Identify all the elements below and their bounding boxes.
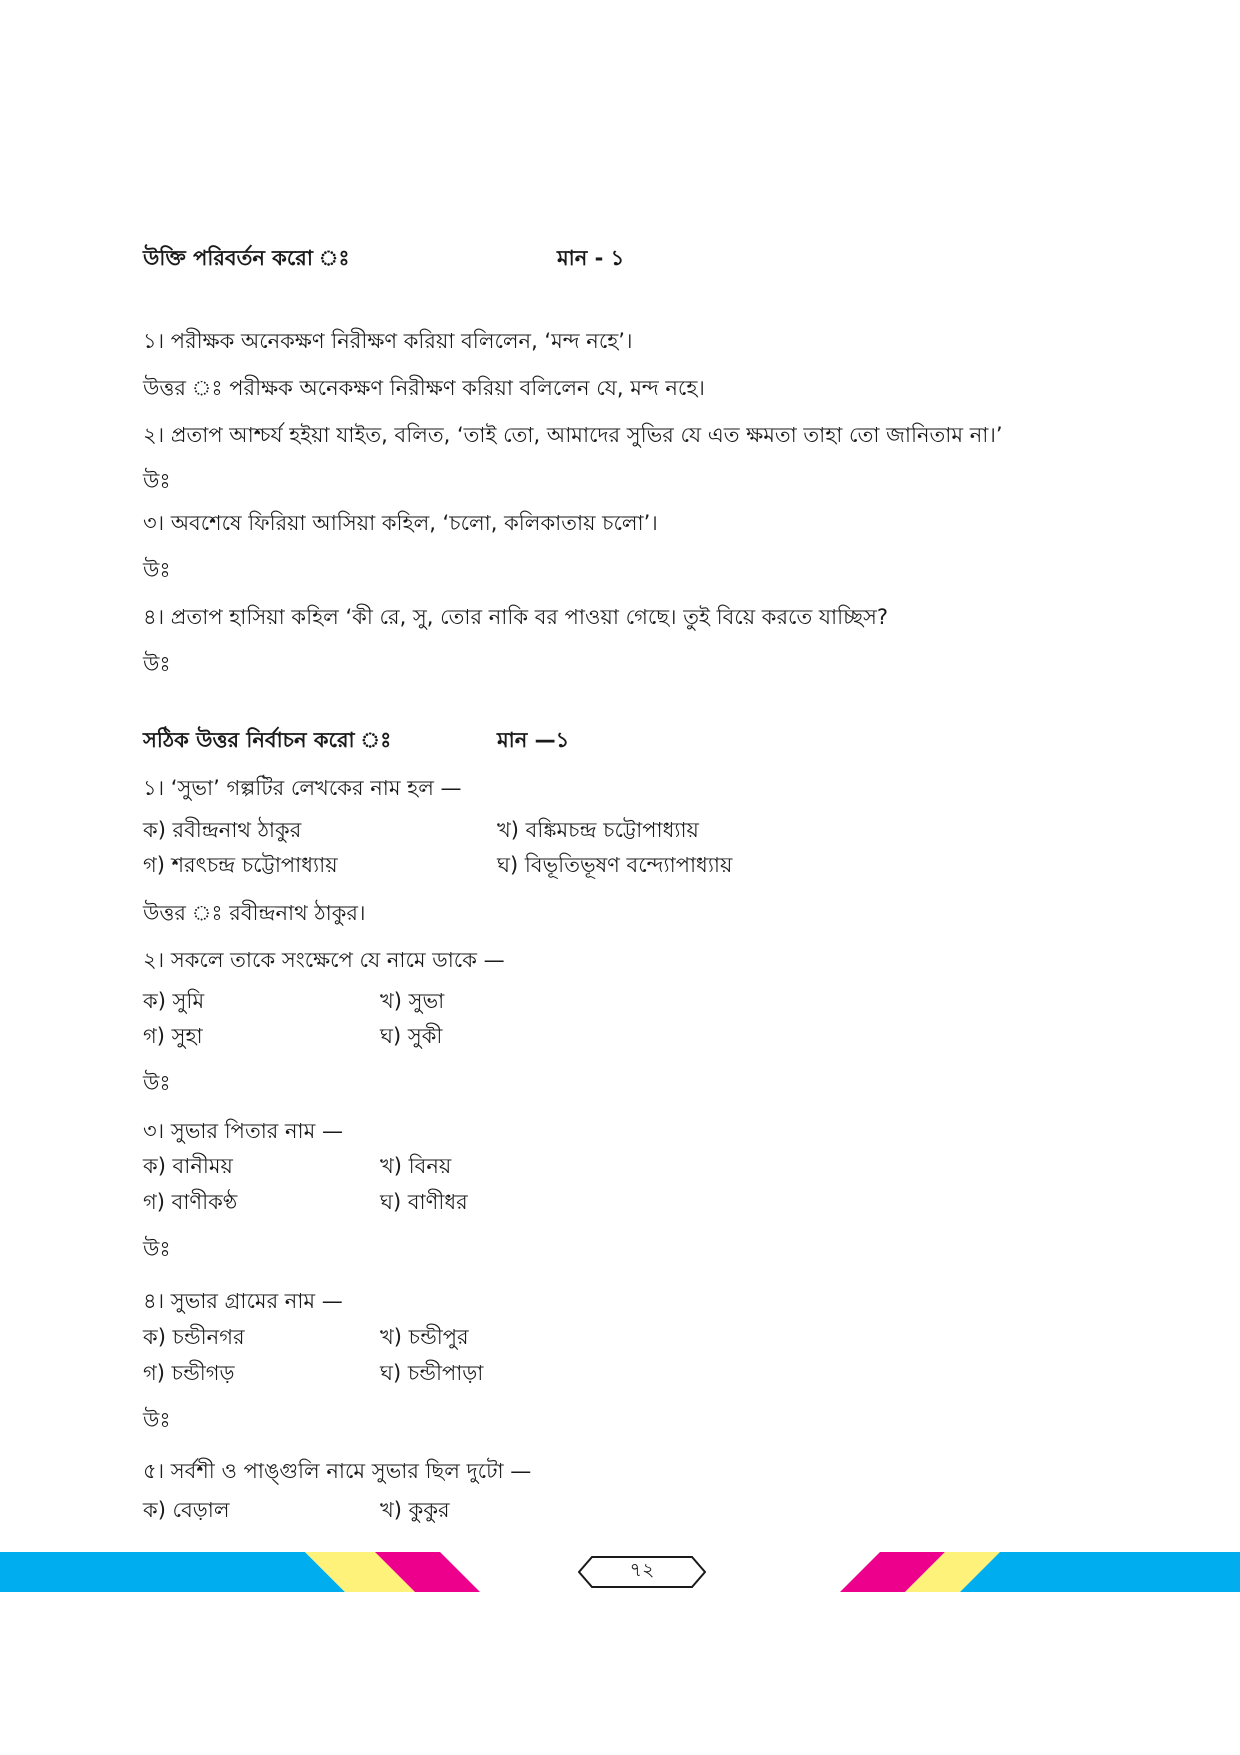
s1-answer-3: উঃ — [143, 558, 171, 582]
s2-question-4: ৪। সুভার গ্রামের নাম — — [143, 1289, 343, 1313]
s1-question-2: ২। প্রতাপ আশ্চর্য হইয়া যাইত, বলিত, ‘তাই তো, আমাদের সুভির যে এত ক্ষমতা তাহা তো জানিতাম না।’ — [143, 423, 1003, 447]
s2-answer-1: উত্তর ঃ রবীন্দ্রনাথ ঠাকুর। — [143, 901, 366, 925]
footer-stripe-cyan-right — [960, 1552, 1240, 1592]
s2-q4-option-ka: ক) চন্ডীনগর — [143, 1325, 245, 1349]
s2-answer-4: উঃ — [143, 1408, 171, 1432]
page-number-badge — [578, 1556, 706, 1588]
s1-answer-4: উঃ — [143, 652, 171, 676]
s2-q4-option-kha: খ) চন্ডীপুর — [380, 1325, 469, 1349]
page-number: ৭২ — [629, 1559, 655, 1581]
s2-q1-option-gha: ঘ) বিভূতিভূষণ বন্দ্যোপাধ্যায় — [497, 853, 733, 877]
s2-q5-option-kha: খ) কুকুর — [380, 1498, 450, 1522]
s1-question-1: ১। পরীক্ষক অনেকক্ষণ নিরীক্ষণ করিয়া বলিলেন, ‘মন্দ নহে’। — [143, 329, 633, 353]
s2-q4-option-gha: ঘ) চন্ডীপাড়া — [380, 1361, 484, 1385]
s2-q2-option-ka: ক) সুমি — [143, 989, 205, 1013]
section1-heading: উক্তি পরিবর্তন করো ঃ — [143, 246, 350, 270]
s1-answer-1: উত্তর ঃ পরীক্ষক অনেকক্ষণ নিরীক্ষণ করিয়া বলিলেন যে, মন্দ নহে। — [143, 376, 705, 400]
footer-stripe-cyan-left — [0, 1552, 345, 1592]
s2-question-5: ৫। সর্বশী ও পাঙ্গুলি নামে সুভার ছিল দুটো — — [143, 1459, 532, 1483]
s2-q3-option-kha: খ) বিনয় — [380, 1154, 452, 1178]
section2-marks: মান —১ — [497, 728, 570, 752]
s2-q1-option-ka: ক) রবীন্দ্রনাথ ঠাকুর — [143, 818, 302, 842]
s2-q3-option-ga: গ) বাণীকণ্ঠ — [143, 1190, 238, 1214]
s2-q2-option-gha: ঘ) সুকী — [380, 1024, 443, 1048]
s2-question-3: ৩। সুভার পিতার নাম — — [143, 1119, 343, 1143]
s2-q2-option-ga: গ) সুহা — [143, 1024, 203, 1048]
section1-marks: মান - ১ — [557, 246, 625, 270]
s2-q2-option-kha: খ) সুভা — [380, 989, 445, 1013]
s2-q1-option-kha: খ) বঙ্কিমচন্দ্র চট্টোপাধ্যায় — [497, 818, 699, 842]
s2-answer-3: উঃ — [143, 1237, 171, 1261]
s1-answer-2: উঃ — [143, 469, 171, 493]
s2-q4-option-ga: গ) চন্ডীগড় — [143, 1361, 235, 1385]
s1-question-4: ৪। প্রতাপ হাসিয়া কহিল ‘কী রে, সু, তোর নাকি বর পাওয়া গেছে। তুই বিয়ে করতে যাচ্ছিস? — [143, 605, 888, 629]
section2-heading: সঠিক উত্তর নির্বাচন করো ঃ — [143, 728, 392, 752]
s2-question-1: ১। ‘সুভা’ গল্পটির লেখকের নাম হল — — [143, 776, 462, 800]
s2-q3-option-ka: ক) বানীময় — [143, 1154, 233, 1178]
s2-q5-option-ka: ক) বেড়াল — [143, 1498, 230, 1522]
s2-question-2: ২। সকলে তাকে সংক্ষেপে যে নামে ডাকে — — [143, 948, 505, 972]
s1-question-3: ৩। অবশেষে ফিরিয়া আসিয়া কহিল, ‘চলো, কলিকাতায় চলো’। — [143, 511, 658, 535]
s2-answer-2: উঃ — [143, 1071, 171, 1095]
s2-q1-option-ga: গ) শরৎচন্দ্র চট্টোপাধ্যায় — [143, 853, 338, 877]
s2-q3-option-gha: ঘ) বাণীধর — [380, 1190, 468, 1214]
